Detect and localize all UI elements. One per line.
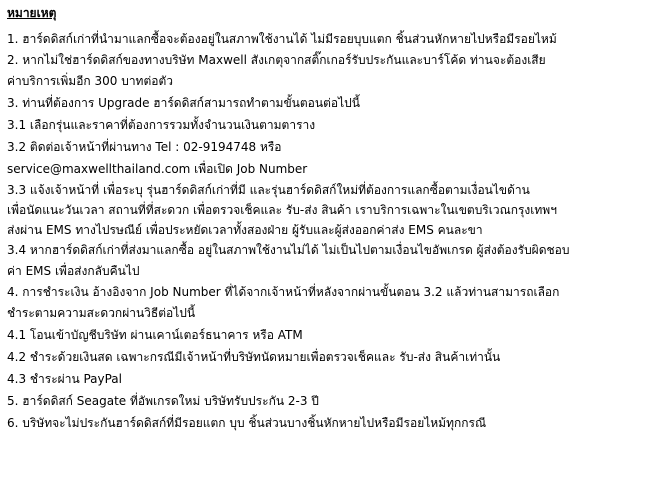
note-line-3-2: 3.2 ติดต่อเจ้าหน้าที่ผ่านทาง Tel : 02-9194748 หรือ (7, 140, 282, 154)
note-line-5: 5. ฮาร์ดดิสก์ Seagate ที่อัพเกรดใหม่ บริษัทรับประกัน 2-3 ปี (7, 394, 319, 408)
note-line-2-cont: ค่าบริการเพิ่มอีก 300 บาทต่อตัว (7, 74, 174, 88)
note-line-3-3-cont-2: ส่งผ่าน EMS ทางไปรษณีย์ เพื่อประหยัดเวลาทั้งสองฝ่าย ผู้รับและผู้ส่งออกค่าส่ง EMS คนละขา (7, 223, 483, 237)
note-line-3-3: 3.3 แจ้งเจ้าหน้าที่ เพื่อระบุ รุ่นฮาร์ดดิสก์เก่าที่มี และรุ่นฮาร์ดดิสก์ใหม่ที่ต้องการแลกซื้อตามเงื่อนไขด้าน (7, 183, 530, 197)
note-line-3: 3. ท่านที่ต้องการ Upgrade ฮาร์ดดิสก์สามารถทำตามขั้นตอนต่อไปนี้ (7, 96, 360, 110)
notes-title: หมายเหตุ (7, 6, 57, 20)
note-line-4-2: 4.2 ชำระด้วยเงินสด เฉพาะกรณีมีเจ้าหน้าที่บริษัทนัดหมายเพื่อตรวจเช็คและ รับ-ส่ง สินค้าเท่านั้น (7, 350, 501, 364)
note-line-6: 6. บริษัทจะไม่ประกันฮาร์ดดิสก์ที่มีรอยแตก บุบ ชิ้นส่วนบางชิ้นหักหายไปหรือมีรอยไหม้ทุกกรณี (7, 416, 487, 430)
note-line-4-cont: ชำระตามความสะดวกผ่านวิธีต่อไปนี้ (7, 306, 196, 320)
note-line-4-1: 4.1 โอนเข้าบัญชีบริษัท ผ่านเคาน์เตอร์ธนาคาร หรือ ATM (7, 328, 303, 342)
note-line-3-4: 3.4 หากฮาร์ดดิสก์เก่าที่ส่งมาแลกซื้อ อยู่ในสภาพใช้งานไม่ได้ ไม่เป็นไปตามเงื่อนไขอัพเกรด ผู้ส่งต้องรับผิดชอบ (7, 243, 570, 257)
note-line-1: 1. ฮาร์ดดิสก์เก่าที่นำมาแลกซื้อจะต้องอยู่ในสภาพใช้งานได้ ไม่มีรอยบุบแตก ชิ้นส่วนหักหายไปหรือมีรอยไหม้ (7, 32, 557, 46)
notes-document (7, 0, 662, 434)
note-line-2: 2. หากไม่ใช่ฮาร์ดดิสก์ของทางบริษัท Maxwell สังเกตุจากสติ๊กเกอร์รับประกันและบาร์โค้ด ท่านจะต้องเสีย (7, 53, 546, 67)
note-line-3-1: 3.1 เลือกรุ่นและราคาที่ต้องการรวมทั้งจำนวนเงินตามตาราง (7, 118, 316, 132)
note-line-4: 4. การชำระเงิน อ้างอิงจาก Job Number ที่ได้จากเจ้าหน้าที่หลังจากผ่านขั้นตอน 3.2 แล้วท่านสามารถเลือก (7, 285, 560, 299)
note-line-3-2-cont: service@maxwellthailand.com เพื่อเปิด Job Number (7, 162, 308, 176)
note-line-4-3: 4.3 ชำระผ่าน PayPal (7, 372, 122, 386)
note-line-3-4-cont: ค่า EMS เพื่อส่งกลับคืนไป (7, 264, 140, 278)
note-line-3-3-cont-1: เพื่อนัดแนะวันเวลา สถานที่ที่สะดวก เพื่อตรวจเช็คและ รับ-ส่ง สินค้า เราบริการเฉพาะในเขตบริเวณกรุงเทพฯ (7, 203, 557, 217)
